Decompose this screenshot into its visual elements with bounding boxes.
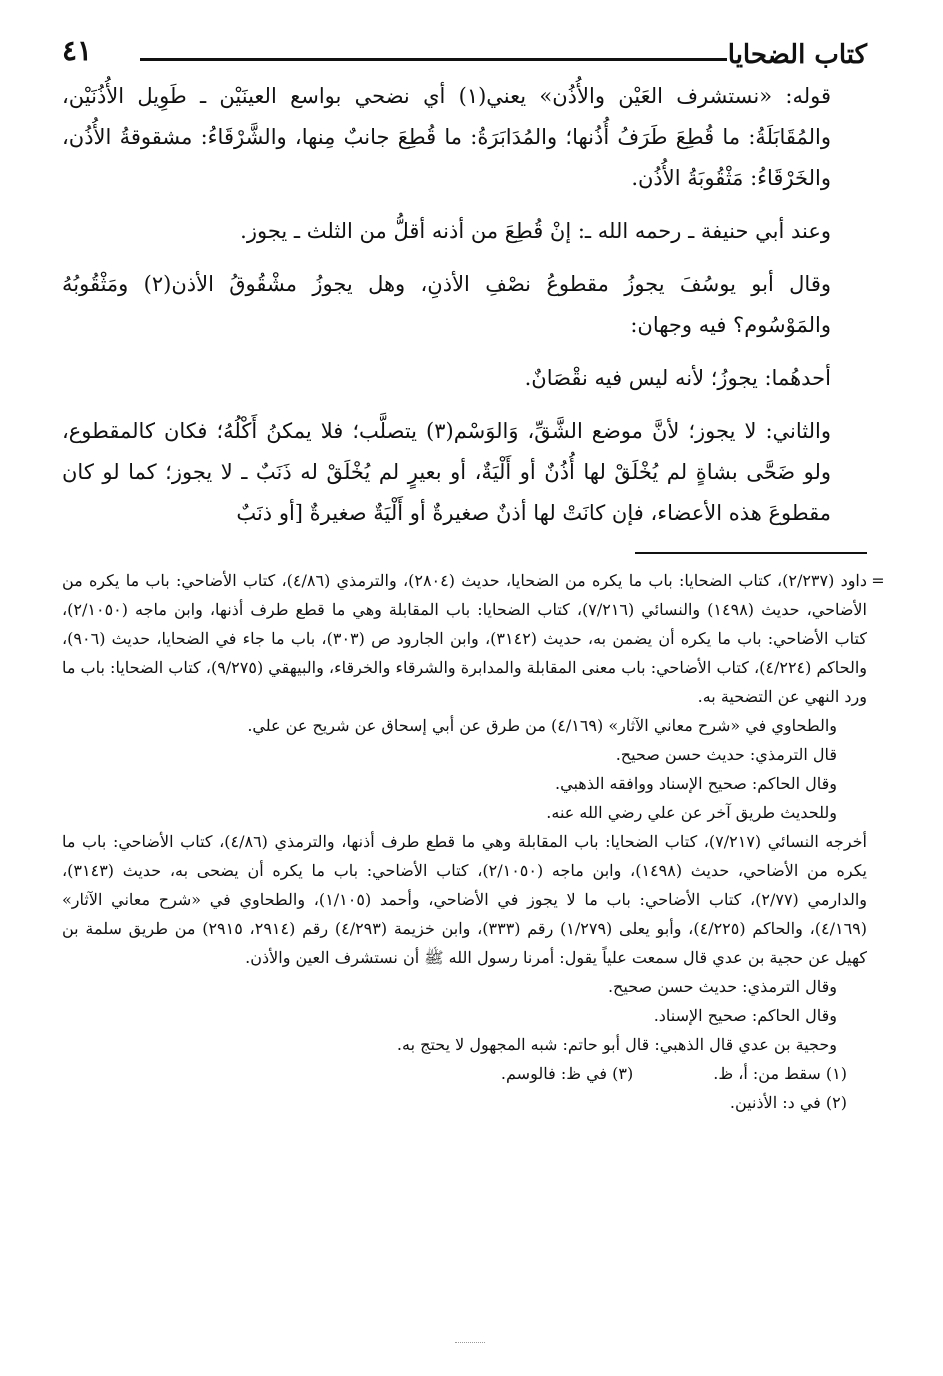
footnote-paragraph bbox=[62, 566, 885, 711]
footnote-text: داود (٢/٢٣٧)، كتاب الضحايا: باب ما يكره من الضحايا، حديث (٢٨٠٤)، والترمذي (٤/٨٦)، كتاب الأضاحي: باب ما يكره من الأضاحي، حديث (١٤٩٨) والنسائي (٧/٢١٦)، كتاب الضحايا: باب المقابلة وهي ما قطع طرف أذنها، وابن ماجه (٢/١٠٥٠)، كتاب الأضاحي: باب ما يكره أن يضمن به، حديث (٣١٤٢)، وابن الجارود ص (٣٠٣)، باب ما جاء في الضحايا، حديث (٩٠٦)، والحاكم (٤/٢٢٤)، كتاب الأضاحي: باب معنى المقابلة والمدابرة والشرقاء والخرقاء، والبيهقي (٩/٢٧٥)، كتاب الضحايا: باب ما ورد النهي عن التضحية به. bbox=[62, 571, 868, 706]
footnote-paragraph: وقال الترمذي: حديث حسن صحيح. bbox=[607, 977, 837, 996]
page-number: ٤١ bbox=[62, 34, 93, 67]
paragraph: والثاني: لا يجوز؛ لأنَّ موضع الشَّقِّ، وَالوَسْم(٣) يتصلَّب؛ فلا يمكنُ أَكْلُهُ؛ فكان كالمقطوع، ولو ضَحَّى بشاةٍ لم يُخْلَقْ لها أُذُنٌ أو أَلْيَةٌ، أو بعيرٍ لم يُخْلَقْ له ذَنَبٌ ـ لا يجوز؛ كما لو كان مقطوعَ هذه الأعضاء، فإن كانَتْ لها أذنٌ صغيرةٌ أو أَلْيَةٌ صغيرةٌ [أو ذنَبٌ bbox=[62, 419, 831, 525]
page-header bbox=[62, 30, 867, 76]
continuation-marker: = bbox=[871, 571, 885, 590]
footnote-paragraph: وقال الحاكم: صحيح الإسناد ووافقه الذهبي. bbox=[555, 774, 837, 793]
footnote-paragraph: أخرجه النسائي (٧/٢١٧)، كتاب الضحايا: باب المقابلة وهي ما قطع طرف أذنها، والترمذي (٤/٨٦)، كتاب الأضاحي: باب ما يكره من الأضاحي، حديث (١٤٩٨)، وابن ماجه (٢/١٠٥٠)، كتاب الأضاحي: باب ما يكره أن يضحى به، حديث (٣١٤٣)، والدارمي (٢/٧٧)، كتاب الأضاحي: باب ما لا يجوز في الأضاحي، وأحمد (١/١٠٥)، والطحاوي في «شرح معاني الآثار» (٤/١٦٩)، والحاكم (٤/٢٢٥)، وأبو يعلى (١/٢٧٩) رقم (٣٣٣)، وابن خزيمة (٤/٢٩٣) رقم (٢٩١٤، ٢٩١٥) من طريق سلمة بن كهيل عن حجية بن عدي قال سمعت علياً يقول: أمرنا رسول الله ﷺ أن نستشرف العين والأذن. bbox=[62, 832, 868, 967]
footnote-row bbox=[62, 1059, 867, 1088]
paragraph: أحدهُما: يجوزُ؛ لأنه ليس فيه نقْصَانٌ. bbox=[524, 366, 831, 390]
header-rule bbox=[140, 58, 727, 61]
paragraph: وعند أبي حنيفة ـ رحمه الله ـ: إنْ قُطِعَ من أذنه أقلُّ من الثلث ـ يجوز. bbox=[240, 219, 831, 243]
main-text bbox=[62, 76, 867, 534]
scan-speck bbox=[455, 1342, 485, 1343]
footnote-paragraph: وقال الحاكم: صحيح الإسناد. bbox=[653, 1006, 837, 1025]
footnote-1: (١) سقط من: أ، ظ. bbox=[713, 1064, 847, 1083]
footnote-paragraph: والطحاوي في «شرح معاني الآثار» (٤/١٦٩) من طرق عن أبي إسحاق عن شريح عن علي. bbox=[247, 716, 837, 735]
footnote-3: (٣) في ظ: فالوسم. bbox=[500, 1064, 634, 1083]
paragraph: وقال أبو يوسُفَ يجوزُ مقطوعُ نصْفِ الأذنِ، وهل يجوزُ مشْقُوقُ الأذن(٢) ومَثْقُوبُهُ والمَوْسُوم؟ فيه وجهان: bbox=[62, 272, 832, 337]
footnote-2: (٢) في د: الأذنين. bbox=[729, 1093, 847, 1112]
footnote-paragraph: وللحديث طريق آخر عن علي رضي الله عنه. bbox=[546, 803, 837, 822]
footnote-paragraph: وحجية بن عدي قال الذهبي: قال أبو حاتم: شبه المجهول لا يحتج به. bbox=[396, 1035, 837, 1054]
book-page bbox=[62, 30, 885, 1117]
footnote-paragraph: قال الترمذي: حديث حسن صحيح. bbox=[615, 745, 837, 764]
chapter-title: كتاب الضحايا bbox=[727, 40, 867, 70]
paragraph: قوله: «نستشرف العَيْن والأُذُن» يعني(١) أي نضحي بواسع العينَيْن ـ طَوِيل الأُذُنَيْن، والمُقَابَلَةُ: ما قُطِعَ طَرَفُ أُذُنها؛ والمُدَابَرَةُ: ما قُطِعَ جانبٌ مِنها، والشَّرْقَاءُ: مشقوقةُ الأُذُن، والخَرْقَاءُ: مَثْقُوبَةُ الأُذُن. bbox=[62, 84, 831, 190]
footnote-divider bbox=[635, 552, 867, 554]
footnotes bbox=[62, 566, 885, 1117]
